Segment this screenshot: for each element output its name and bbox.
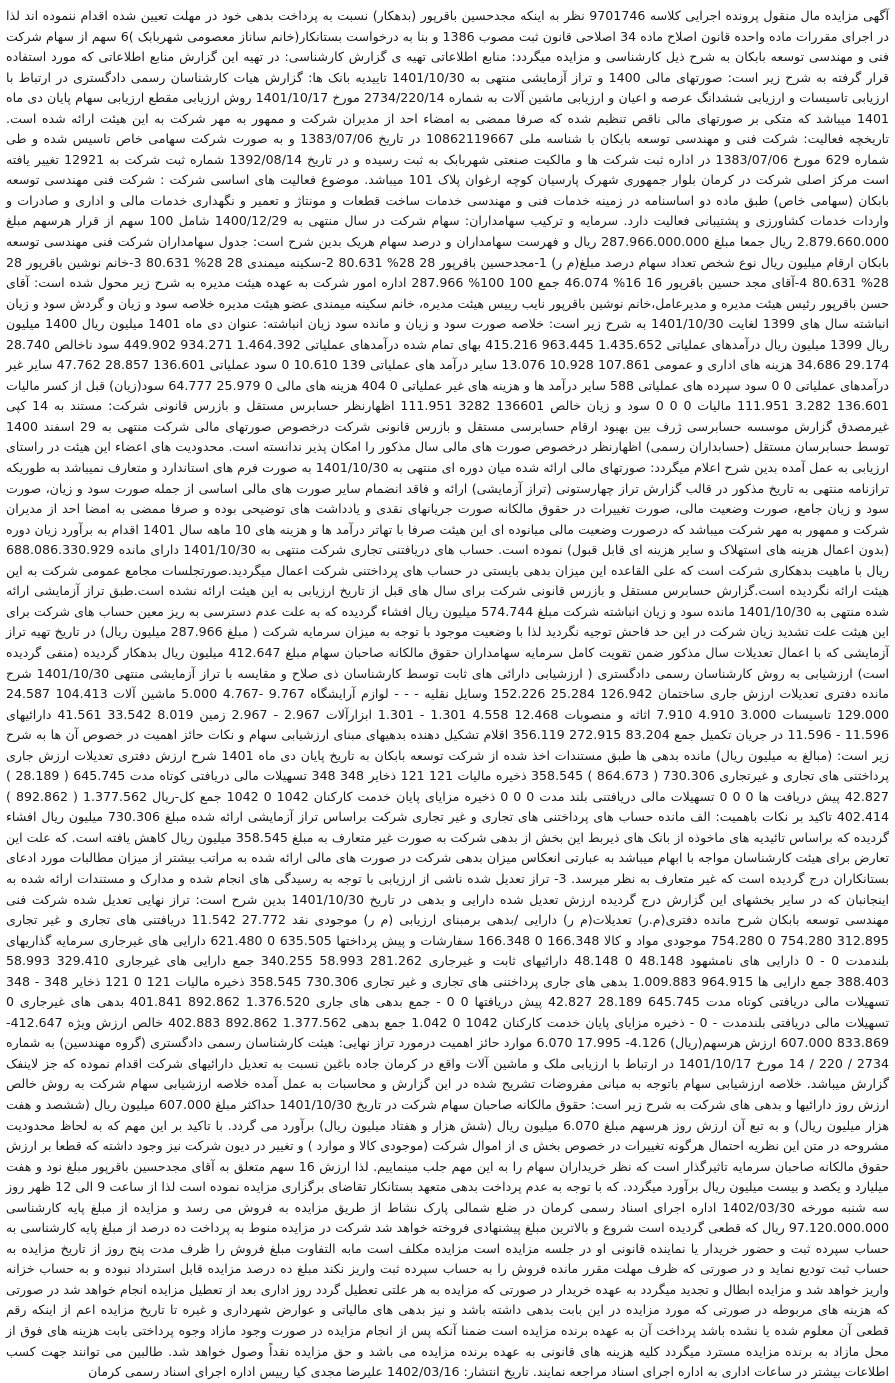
auction-notice-text: آگهی مزایده مال منقول پرونده اجرایی کلاسه 9701746 نظر به اینکه مجدحسین باقرپور (بدهکار) نسبت به پرداخت بدهی خود در مهلت تعیین شده اقدام ننموده اند لذا در اجرای مقررات ماده واحده قانون اصلاح ماده 34 اصلاحی قانون ثبت مصوب 1386 و بنا به درخواست بستانکار(خانم ساناز معصومی شهربابک )6 سهم از سهام شرکت فنی و مهندسی توسعه بابکان به شرح ذیل کارشناسی و مزایده میگردد: منابع اطلاعاتی تهیه ی گزارش کارشناسی: در تهیه این گزارش منابع اطلاعاتی که مورد استفاده قرار گرفته به شرح زیر است: صورتهای مالی 1400 و تراز آزمایشی منتهی به 1401/10/30 تاییدیه بانک ها: گزارش هیات کارشناسان رسمی دادگستری در ارتباط با ارزیابی تاسیسات و ارزیابی ششدانگ عرصه و اعیان و ارزیابی ماشین آلات به شماره 2734/220/14 مورخ 1401/10/17 روش ارزیابی مقطع ارزیابی سهام پایان دی ماه 1401 میباشد که متکی بر صورتهای مالی ناقص تنظیم شده که صرفا ممضی به امضاء احد از مدیران شرکت و ممهور به مهر شرکت به این هیئت ارائه شده است. تاریخچه فعالیت: شرکت فنی و مهندسی توسعه بابکان با شناسه ملی 10862119667 در تاریخ 1383/07/06 و به صورت شرکت سهامی خاص تاسیس شده و طی شماره 629 مورخ 1383/07/06 در اداره ثبت شرکت ها و مالکیت صنعتی شهربابک به ثبت رسیده و در تاریخ 1392/08/14 شماره ثبت شرکت به 12921 تغییر یافته است مرکز اصلی شرکت در کرمان بلوار جمهوری شهرک پارسیان کوچه ارغوان پلاک 101 میباشد. موضوع فعالیت های اساسی شرکت : شرکت فنی مهندسی توسعه بابکان (سهامی خاص) طبق ماده دو اساسنامه در زمینه خدمات فنی و مهندسی خدمات ساخت قطعات و مونتاژ و تعمیر و نگهداری خدمات مالی و اداری و صادرات و واردات خدمات کشاورزی و پشتیبانی فعالیت دارد. سرمایه و ترکیب سهامداران: سهام شرکت در سال منتهی به 1400/12/29 شامل 100 سهم از قرار هرسهم مبلغ 2.879.660.000 ریال جمعا مبلغ 287.966.000.000 ریال و فهرست سهامداران و درصد سهام هریک بدین شرح است: جدول سهامداران شرکت فنی مهندسی توسعه بابکان ارقام میلیون ریال نوع شخص تعداد سهام درصد مبلغ(م ر) 1-مجدحسین باقرپور 28 28% 80.631 2-سکینه میمندی 28 28% 80.631 3-خانم نوشین باقرپور 28 28% 80.631 4-آقای مجد حسین باقرپور 16 16% 46.074 جمع 100 100% 287.966 اداره امور شرکت به عهده هیئت مدیره به شرح زیر محول شده است: آقای حسن باقرپور رئیس هیئت مدیره و مدیرعامل،خانم نوشین باقرپور نایب رییس هیئت مدیره، خانم سکینه میمندی عضو هیئت مدیره خلاصه سود و زیان و گردش سود و زیان انباشته سال های 1399 لغایت 1401/10/30 به شرح زیر است: خلاصه صورت سود و زیان و مانده سود زیان انباشته: عنوان دی ماه 1401 میلیون ریال 1400 میلیون ریال 1399 میلیون ریال درآمدهای عملیاتی 1.435.652 963.445 415.216 بهای تمام شده درآمدهای عملیاتی 1.464.392 934.271 449.902 سود ناخالص 28.740 29.174 34.686 هزینه های اداری و عمومی 107.861 10.928 13.076 سایر درآمد های عملیاتی 139 10.610 0 سود عملیاتی 136.601 28.857 47.762 سایر غیر درآمدهای عملیاتی 0 0 سود سپرده های عملیاتی 588 سایر درآمد ها و هزینه های غیر عملیاتی 0 404 هزینه های مالی 0 25.979 64.777 سود(زیان) قبل از کسر مالیات 136.601 3.282 111.951 مالیات 0 0 0 سود و زیان خالص 136601 3282 111.951 اظهارنظر حسابرس مستقل و بازرس قانونی شرکت: مستند به 14 کپی غیرمصدق گزارش موسسه حسابرسی ژرف بین بهبود ارقام حسابرسی مستقل و بازرس قانونی شرکت درخصوص صورتهای مالی شرکت منتهی به 29 اسفند 1400 توسط حسابرسان مستقل (حسابداران رسمی) اظهارنظر درخصوص صورت های مالی سال مذکور را امکان پذیر ندانسته است. محدودیت های اعضاء این هیئت در راستای ارزیابی به عمل آمده بدین شرح اعلام میگردد: صورتهای مالی ارائه شده میان دوره ای منتهی به 1401/10/30 به صورت فرم های استاندارد و متعارف نمیباشد به طوریکه ترازنامه منتهی به تاریخ مذکور در قالب گزارش تراز چهارستونی (تراز آزمایشی) ارائه و فاقد انضمام سایر صورت های مالی اساسی از جمله صورت سود و زیان، صورت سود و زیان جامع، صورت وضعیت مالی، صورت تغییرات در حقوق مالکانه صورت جریانهای نقدی و یادداشت های توضیحی بوده و صرفا ممضی به امضا احد از مدیران شرکت و ممهور به مهر شرکت میباشد که درصورت وضعیت مالی میانوده ای این هیئت صرفا با تهاتر درآمد ها و هزینه های 10 ماهه سال 1401 اقدام به برآورد زیان دوره (بدون اعمال هزینه های استهلاک و سایر هزینه ای قابل قبول) نموده است. حساب های دریافتنی تجاری شرکت منتهی به 1401/10/30 دارای مانده 688.086.330.929 ریال با ماهیت بدهکاری شرکت است که علی القاعده این میزان بدهی بایستی در حساب های پرداختنی شرکت اعمال میگردید.صورتجلسات مجامع عمومی شرکت به این هیئت ارائه نگردیده است.گزارش حسابرس مستقل و بازرس قانونی شرکت برای سال های قبل از تاریخ ارزیابی به این هیئت ارائه نشده است.طبق تراز آزمایشی ارائه شده منتهی به 1401/10/30 مانده سود و زیان انباشته شرکت مبلغ 574.744 میلیون ریال افشاء گردیده که به علت عدم دسترسی به ریز معین حساب های شرکت برای این هیئت علت تشدید زیان شرکت در این حد فاحش توجیه نگردید لذا با وضعیت موجود با توجه به میزان سرمایه شرکت ( مبلغ 287.966 میلیون ریال) در تاریخ تهیه تراز آزمایشی که با اعمال تعدیلات سال مذکور ضمن تقویت کامل سرمایه سهامداران حقوق مالکانه صاحبان سهام مبلغ 412.647 میلیون ریال بدهکار گردیده (منفی گردیده است) ارزشیابی به روش کارشناسان رسمی دادگستری ( ارزشیابی دارائی های ثابت توسط کارشناسان ذی صلاح و مقایسه با تراز آزمایشی منتهی 1401/10/30 شرح مانده دفتری تعدیلات ارزش جاری ساختمان 126.942 25.284 152.226 وسایل نقلیه - - - لوازم آرایشگاه 9.767 -4.767 5.000 ماشین آلات 104.413 24.587 129.000 تاسیسات 3.000 4.910 7.910 اثاثه و منصوبات 12.468 4.558 1.301 - 1.301 ابزارآلات 2.967 - 2.967 زمین 8.019 33.542 41.561 دارائیهای 11.596 - 11.596 در جریان تکمیل جمع 83.204 272.915 356.119 اقلام تشکیل دهنده بدهیهای مبنای ارزشیابی سهام و نکات حائز اهمیت در خصوص آن ها به شرح زیر است: (مبالغ به میلیون ریال) مانده بدهی ها طبق مستندات اخذ شده از شرکت توسعه بابکان به تاریخ پایان دی ماه 1401 شرح ارزش دفتری تعدیلات ارزش جاری پرداختنی های تجاری و غیرتجاری 730.306 ( 864.673 ) 358.545 ذخیره مالیات 121 121 ذخایر 348 348 تسهیلات مالی دریافتی کوتاه مدت 645.745 ( 28.189 ) 42.827 پیش دریافت ها 0 0 0 تسهیلات مالی دریافتنی بلند مدت 0 0 0 ذخیره مزایای پایان خدمت کارکنان 1042 0 1042 جمع کل-ریال 1.377.562 ( 892.862 ) 402.414 تاکید بر نکات باهمیت: الف مانده حساب های پرداختنی های تجاری و غیر تجاری شرکت براساس تراز آزمایشی ارائه شده مبلغ 730.306 میلیون ریال افشاء گردیده که براساس تائیدیه های ماخوذه از بانک های ذیربط این بخش از بدهی شرکت به صورت غیر متعارف به مبلغ 358.545 میلیون ریال کاهش یافته است. که علت این تعارض برای هیئت کارشناسان مواجه با ابهام میباشد به عبارتی انعکاس میزان بدهی شرکت در صورت های مالی ارائه شده به مراتب بیشتر از میزان مطالبات مورد ادعای بستانکاران درج گردیده است که غیر متعارف به نظر میرسد. 3- تراز تعدیل شده ناشی از ارزیابی با توجه به رسیدگی های انجام شده و مدارک و مستندات ارائه شده به اینجانبان که در سایر بخشهای این گزارش درج گردیده ارزش تعدیل شده دارایی و بدهی در تاریخ 1401/10/30 بدین شرح است: تراز نهایی تعدیل شده شرکت فنی مهندسی توسعه بابکان شرح مانده دفتری(م.ر) تعدیلات(م ر) دارایی /بدهی برمبنای ارزیابی (م ر) موجودی نقد 27.772 11.542 دریافتنی های تجاری و غیر تجاری 312.895 754.280 0 754.280 موجودی مواد و کالا 166.348 0 166.348 سفارشات و پیش پرداختها 635.505 0 621.480 دارایی های غیرجاری سرمایه گذاریهای بلندمدت 0 - 0 دارایی های نامشهود 48.148 0 48.148 دارائیهای ثابت و غیرجاری 281.262 58.993 340.255 جمع دارایی های غیرجاری 329.410 58.993 388.403 جمع دارایی ها 964.915 1.009.883 بدهی های جاری پرداختنی های تجاری و غیر تجاری 730.306 358.545 ذخیره مالیات 121 0 121 ذخایر 348 - 348 تسهیلات مالی دریافتی کوتاه مدت 645.745 28.189 42.827 پیش دریافتها 0 0 - جمع بدهی های جاری 1.376.520 892.862 401.841 بدهی های غیرجاری 0 تسهیلات مالی دریافتی بلندمدت - 0 - ذخیره مزایای پایان خدمت کارکنان 1042 0 1.042 جمع بدهی 1.377.562 892.862 402.883 خالص ارزش ویژه 412.647- 833.869 607.000 ارزش هرسهم(ریال) 4.126- 17.995 6.070 موارد حائز اهمیت درمورد تراز نهایی: هیئت کارشناسان رسمی دادگستری (گروه مهندسین) به شماره 2734 / 220 / 14 مورخ 1401/10/17 در ارتباط با ارزیابی ملک و ماشین آلات واقع در کرمان جاده باغین نسبت به تعدیل دارائیهای شرکت اقدام نموده که جز لاینفک گزارش میباشد. خلاصه ارزشیابی سهام باتوجه به مبانی مفروضات تشریح شده در این گزارش و محاسبات به عمل آمده خلاصه ارزشیابی سهام شرکت به روش خالص ارزش روز دارائیها و بدهی های شرکت به شرح زیر است: حقوق مالکانه صاحبان سهام شرکت در تاریخ 1401/10/30 حداکثر مبلغ 607.000 میلیون ریال (ششصد و هفت هزار میلیون ریال) و به تبع آن ارزش روز هرسهم مبلغ 6.070 میلیون ریال (شش هزار و هفتاد میلیون ریال) برآورد می گردد. با تاکید بر این مهم که به لحاظ محدودیت مشروحه در متن این نظریه احتمال هرگونه تغییرات در خصوص بخش ی از اموال شرکت (موجودی کالا و موارد ) و تغییر در دیون شرکت نیز وجود داشته که قطعا بر ارزش حقوق مالکانه صاحبان سرمایه تاثیرگذار است که نظر خریداران سهام را به این مهم جلب مینماییم. لذا ارزش 16 سهم متعلق به آقای مجدحسین باقرپور مبلغ نود و هفت میلیارد و یکصد و بیست میلیون ریال برآورد میگردد. که با توجه به عدم پرداخت بدهی متعهد بستانکار تقاضای برگزاری مزایده نموده است لذا از ساعت 9 الی 12 ظهر روز سه شنبه مورخه 1402/03/30 اداره اجرای اسناد رسمی کرمان در ضلع شمالی پارک نشاط از طریق مزایده به فروش می رسد و مزایده از مبلغ پایه کارشناسی 97.120.000.000 ریال که قطعی گردیده است شروع و بالاترین مبلغ پیشنهادی فروخته خواهد شد شرکت در مزایده منوط به پرداخت ده درصد از مبلغ پایه کارشناسی به حساب سپرده ثبت و حضور خریدار یا نماینده قانونی او در جلسه مزایده است مزایده مکلف است مابه التفاوت مبلغ فروش را ظرف مدت پنج روز از تاریخ مزایده به حساب ثبت تودیع نماید و در صورتی که ظرف مهلت مقرر مانده فروش را به حساب سپرده ثبت واریز نکند مبلغ ده درصد مزایده قابل استرداد نبوده و به حساب خزانه واریز خواهد شد و مزایده ابطال و تجدید میگردد به عهده خریدار در صورتی که مزایده به هر علتی تعطیل گردد روز اداری بعد از تعطیل مزایده انجام خواهد شد در صورتی که هزینه های مربوطه در صورتی که مورد مزایده در این بابت بدهی داشته باشد و نیز بدهی های مالیاتی و عوارض شهرداری و غیره تا تاریخ مزایده اعم از اینکه رقم قطعی آن معلوم شده یا نشده باشد پرداخت آن به عهده برنده مزایده است ضمنا آنکه پس از انجام مزایده در صورت وجود مازاد وجوه پرداختی بابت هزینه های فوق از محل مازاد به برنده مزایده مسترد میگردد کلیه هزینه های قانونی به عهده برنده مزایده می باشد و حق مزایده نقداً وصول خواهد شد. طالبین می توانند جهت کسب اطلاعات بیشتر در ساعات اداری به اداره اجرای اسناد مراجعه نمایند. تاریخ انتشار: 1402/03/16 علیرضا مجدی کیا رییس اداره اجرای اسناد رسمی کرمان [6,8,890,1380]
